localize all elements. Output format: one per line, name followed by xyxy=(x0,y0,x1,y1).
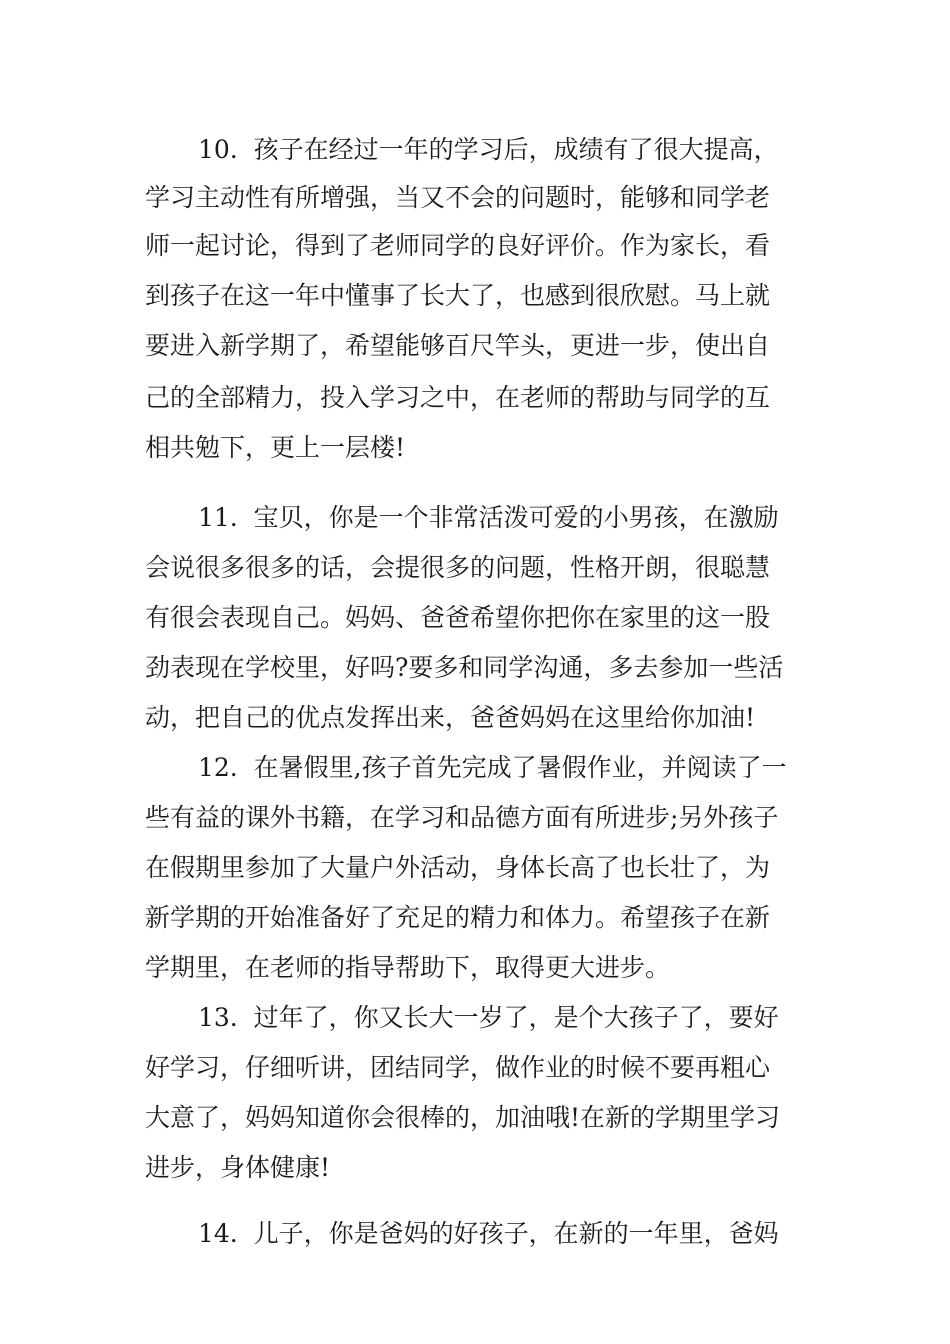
paragraph-10-line-2: 学习主动性有所增强，当又不会的问题时，能够和同学老 xyxy=(145,183,771,212)
paragraph-text: 宝贝，你是一个非常活泼可爱的小男孩，在激励 xyxy=(253,503,779,532)
paragraph-number: 14. xyxy=(198,1219,238,1248)
paragraph-10-line-3: 师一起讨论，得到了老师同学的良好评价。作为家长，看 xyxy=(145,231,771,260)
paragraph-10-line-7: 相共勉下，更上一层楼! xyxy=(145,433,406,462)
paragraph-13-line-2: 好学习，仔细听讲，团结同学，做作业的时候不要再粗心 xyxy=(145,1053,771,1082)
paragraph-12-line-2: 些有益的课外书籍，在学习和品德方面有所进步;另外孩子 xyxy=(145,803,779,832)
paragraph-12-line-4: 新学期的开始准备好了充足的精力和体力。希望孩子在新 xyxy=(145,903,771,932)
paragraph-12-line-1 xyxy=(0,742,950,794)
paragraph-13-line-1 xyxy=(0,992,950,1044)
paragraph-12-line-5: 学期里，在老师的指导帮助下，取得更大进步。 xyxy=(145,953,671,982)
paragraph-11-line-2: 会说很多很多的话，会提很多的问题，性格开朗，很聪慧 xyxy=(145,553,771,582)
paragraph-number: 10. xyxy=(198,135,238,164)
paragraph-11-line-5: 动，把自己的优点发挥出来，爸爸妈妈在这里给你加油! xyxy=(145,703,756,732)
paragraph-text: 儿子，你是爸妈的好孩子，在新的一年里，爸妈 xyxy=(253,1219,779,1248)
paragraph-text: 过年了，你又长大一岁了，是个大孩子了，要好 xyxy=(253,1003,779,1032)
paragraph-10-line-1 xyxy=(0,124,950,176)
paragraph-10-line-6: 己的全部精力，投入学习之中，在老师的帮助与同学的互 xyxy=(145,383,771,412)
paragraph-text: 孩子在经过一年的学习后，成绩有了很大提高， xyxy=(253,135,779,164)
paragraph-11-line-4: 劲表现在学校里，好吗?要多和同学沟通，多去参加一些活 xyxy=(145,653,784,682)
paragraph-11-line-3: 有很会表现自己。妈妈、爸爸希望你把你在家里的这一股 xyxy=(145,603,771,632)
paragraph-10-line-5: 要进入新学期了，希望能够百尺竿头，更进一步，使出自 xyxy=(145,331,771,360)
paragraph-13-line-3: 大意了，妈妈知道你会很棒的，加油哦!在新的学期里学习 xyxy=(145,1103,781,1132)
paragraph-number: 13. xyxy=(198,1003,238,1032)
paragraph-number: 12. xyxy=(198,753,238,782)
paragraph-14-line-1 xyxy=(0,1208,950,1260)
paragraph-number: 11. xyxy=(198,503,238,532)
paragraph-12-line-3: 在假期里参加了大量户外活动，身体长高了也长壮了，为 xyxy=(145,853,771,882)
paragraph-11-line-1 xyxy=(0,492,950,544)
paragraph-10-line-4: 到孩子在这一年中懂事了长大了，也感到很欣慰。马上就 xyxy=(145,281,771,310)
paragraph-text: 在暑假里,孩子首先完成了暑假作业，并阅读了一 xyxy=(253,753,787,782)
paragraph-13-line-4: 进步，身体健康! xyxy=(145,1153,331,1182)
